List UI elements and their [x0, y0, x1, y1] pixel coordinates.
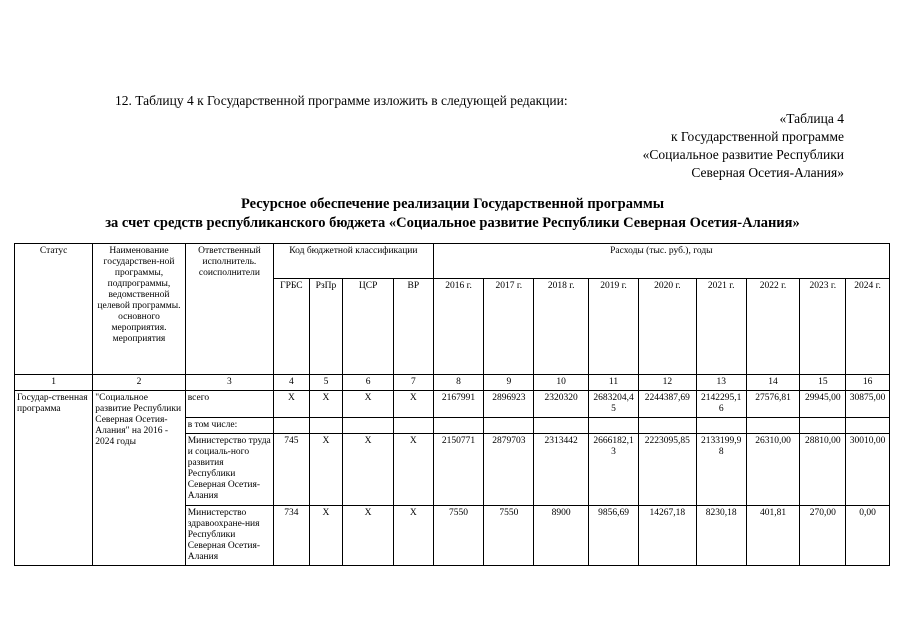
column-number: 11 [589, 375, 639, 391]
column-number: 3 [185, 375, 273, 391]
header-code-group: Код бюджетной классификации [274, 244, 434, 279]
column-number-row [15, 375, 890, 391]
vr-cell: X [394, 434, 434, 506]
empty-cell [309, 418, 343, 434]
empty-cell [846, 418, 890, 434]
header-grbs: ГРБС [274, 279, 310, 375]
value-cell: 2244387,69 [638, 391, 696, 418]
empty-cell [638, 418, 696, 434]
grbs-cell: 745 [274, 434, 310, 506]
value-cell: 2879703 [484, 434, 534, 506]
value-cell: 2142295,16 [696, 391, 746, 418]
empty-cell [746, 418, 800, 434]
empty-cell [394, 418, 434, 434]
column-number: 7 [394, 375, 434, 391]
header-row-1 [15, 244, 890, 279]
caption-line-1: «Таблица 4 [779, 111, 844, 126]
header-expenses-group: Расходы (тыс. руб.), годы [433, 244, 889, 279]
value-cell: 2223095,85 [638, 434, 696, 506]
value-cell: 2320320 [534, 391, 589, 418]
empty-cell [696, 418, 746, 434]
header-year: 2022 г. [746, 279, 800, 375]
value-cell: 14267,18 [638, 506, 696, 566]
header-executor: Ответственный исполнитель. соисполнители [185, 244, 273, 375]
value-cell: 270,00 [800, 506, 846, 566]
column-number: 10 [534, 375, 589, 391]
csr-cell: X [343, 434, 394, 506]
value-cell: 2167991 [433, 391, 484, 418]
value-cell: 26310,00 [746, 434, 800, 506]
resource-table [14, 243, 890, 566]
rzpr-cell: X [309, 506, 343, 566]
column-number: 5 [309, 375, 343, 391]
column-number: 1 [15, 375, 93, 391]
grbs-cell: X [274, 391, 310, 418]
executor-cell: в том числе: [185, 418, 273, 434]
value-cell: 7550 [484, 506, 534, 566]
table-caption [643, 110, 844, 182]
header-year: 2017 г. [484, 279, 534, 375]
header-year: 2023 г. [800, 279, 846, 375]
empty-cell [274, 418, 310, 434]
value-cell: 8230,18 [696, 506, 746, 566]
value-cell: 0,00 [846, 506, 890, 566]
value-cell: 29945,00 [800, 391, 846, 418]
intro-paragraph: 12. Таблицу 4 к Государственной программе изложить в следующей редакции: [115, 93, 568, 108]
value-cell: 2683204,45 [589, 391, 639, 418]
value-cell: 27576,81 [746, 391, 800, 418]
empty-cell [534, 418, 589, 434]
executor-cell: Министерство здравоохране-ния Республики Северная Осетия-Алания [185, 506, 273, 566]
header-year: 2024 г. [846, 279, 890, 375]
rzpr-cell: X [309, 391, 343, 418]
value-cell: 7550 [433, 506, 484, 566]
column-number: 9 [484, 375, 534, 391]
value-cell: 401,81 [746, 506, 800, 566]
value-cell: 2133199,98 [696, 434, 746, 506]
header-year: 2020 г. [638, 279, 696, 375]
document-title-line-1: Ресурсное обеспечение реализации Государственной программы [240, 196, 665, 212]
column-number: 15 [800, 375, 846, 391]
document-title-line-2: за счет средств республиканского бюджета «Социальное развитие Республики Северная Осетия-Алания» [105, 215, 800, 231]
status-cell: Государ-ственная программа [15, 391, 93, 566]
header-rzpr: РзПр [309, 279, 343, 375]
vr-cell: X [394, 391, 434, 418]
caption-line-2: к Государственной программе [670, 129, 844, 144]
csr-cell: X [343, 506, 394, 566]
column-number: 16 [846, 375, 890, 391]
value-cell: 8900 [534, 506, 589, 566]
value-cell: 30010,00 [846, 434, 890, 506]
column-number: 6 [343, 375, 394, 391]
header-vr: ВР [394, 279, 434, 375]
column-number: 14 [746, 375, 800, 391]
table-row-total [15, 391, 890, 418]
value-cell: 2666182,13 [589, 434, 639, 506]
header-year: 2018 г. [534, 279, 589, 375]
vr-cell: X [394, 506, 434, 566]
grbs-cell: 734 [274, 506, 310, 566]
column-number: 8 [433, 375, 484, 391]
executor-cell: всего [185, 391, 273, 418]
value-cell: 28810,00 [800, 434, 846, 506]
rzpr-cell: X [309, 434, 343, 506]
empty-cell [484, 418, 534, 434]
program-name-cell: "Социальное развитие Республики Северная Осетия-Алания" на 2016 - 2024 годы [93, 391, 185, 566]
column-number: 12 [638, 375, 696, 391]
header-year: 2021 г. [696, 279, 746, 375]
column-number: 2 [93, 375, 185, 391]
csr-cell: X [343, 391, 394, 418]
header-name: Наименование государствен-ной программы, подпрограммы, ведомственной целевой программы. основного мероприятия. мероприятия [93, 244, 185, 375]
caption-line-4: Северная Осетия-Алания» [691, 165, 844, 180]
header-year: 2016 г. [433, 279, 484, 375]
value-cell: 9856,69 [589, 506, 639, 566]
value-cell: 2896923 [484, 391, 534, 418]
value-cell: 2313442 [534, 434, 589, 506]
value-cell: 30875,00 [846, 391, 890, 418]
empty-cell [343, 418, 394, 434]
caption-line-3: «Социальное развитие Республики [642, 147, 844, 162]
header-csr: ЦСР [343, 279, 394, 375]
header-status: Статус [15, 244, 93, 375]
column-number: 4 [274, 375, 310, 391]
empty-cell [589, 418, 639, 434]
empty-cell [800, 418, 846, 434]
empty-cell [433, 418, 484, 434]
value-cell: 2150771 [433, 434, 484, 506]
column-number: 13 [696, 375, 746, 391]
header-year: 2019 г. [589, 279, 639, 375]
executor-cell: Министерство труда и социаль-ного развития Республики Северная Осетия-Алания [185, 434, 273, 506]
